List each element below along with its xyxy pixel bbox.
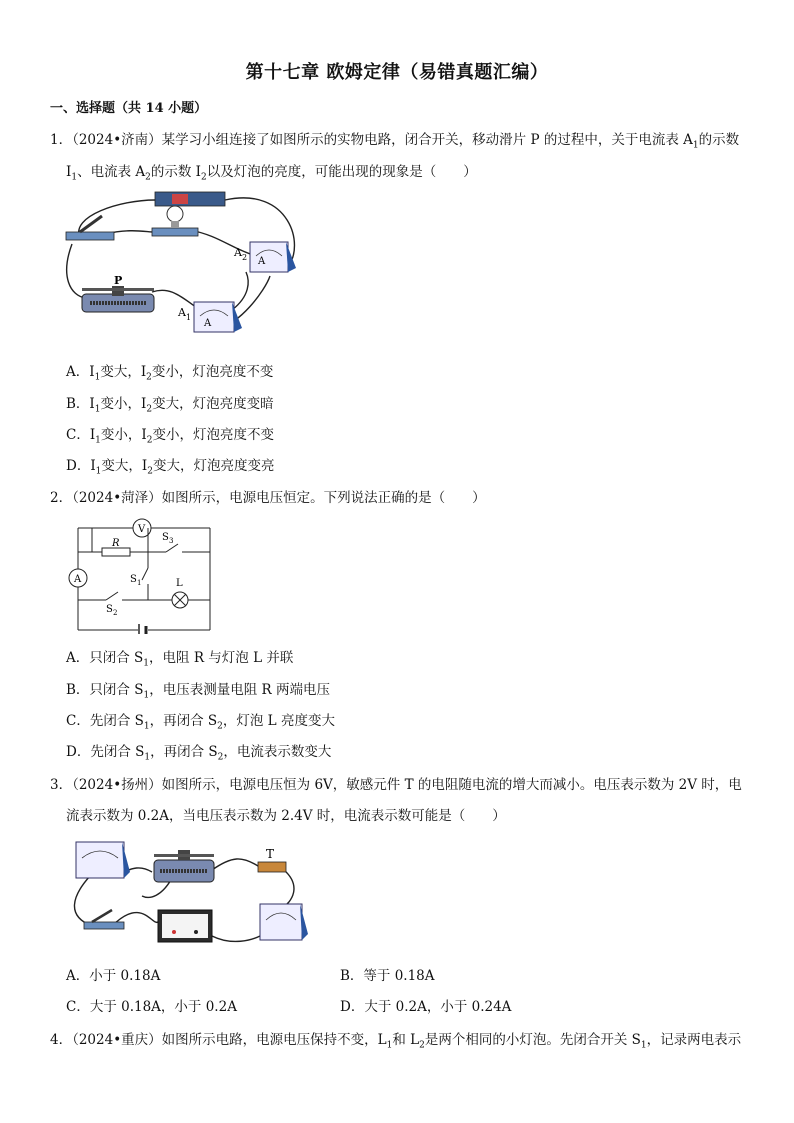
switch <box>84 922 124 929</box>
s3-label-sub: 3 <box>169 537 174 545</box>
q2-option-c[interactable]: C．先闭合 $S_1$，再闭合 $S_2$，灯泡 L 亮度变大 <box>66 713 335 732</box>
ammeter-a2-dial-label: A <box>258 256 266 267</box>
s1-label: S <box>130 574 137 585</box>
ammeter-a2 <box>250 242 288 272</box>
q3-option-d[interactable]: D．大于 0.2A，小于 0.24A <box>340 999 512 1015</box>
s2-label-sub: 2 <box>113 609 118 617</box>
ammeter-label: A <box>74 574 82 585</box>
s2-label: S <box>106 604 113 615</box>
voltmeter-label: V <box>138 524 146 535</box>
q3-option-a[interactable]: A．小于 0.18A <box>66 968 161 984</box>
lamp-label: L <box>176 578 183 589</box>
q3-stem-line1: 3．（2024•扬州）如图所示，电源电压恒为 6V，敏感元件 T 的电阻随电流的增大而减小。电压表示数为 2V 时，电 <box>50 777 742 793</box>
voltmeter-box <box>76 842 124 878</box>
q1-circuit-figure <box>60 186 300 348</box>
q1-stem-line2: $I_1$、电流表 $A_2$的示数 $I_2$以及灯泡的亮度，可能出现的现象是（ ） <box>66 164 477 183</box>
resistor-label: R <box>112 538 120 549</box>
q2-stem: 2．（2024•菏泽）如图所示，电源电压恒定。下列说法正确的是（ ） <box>50 490 486 506</box>
lamp-base <box>152 228 198 236</box>
q3-circuit-figure <box>62 836 312 950</box>
ammeter-a1 <box>194 302 234 332</box>
section-heading: 一、选择题（共 14 小题） <box>50 101 208 116</box>
q1-stem-line1: 1．（2024•济南）某学习小组连接了如图所示的实物电路，闭合开关，移动滑片 P 的过程中，关于电流表 $A_1$的示数 <box>50 132 740 151</box>
a1-label: A <box>178 306 186 319</box>
resistor-r <box>102 548 130 556</box>
q1-option-d[interactable]: D．$I_1$变大，$I_2$变大，灯泡亮度变亮 <box>66 458 275 477</box>
s1-label-sub: 1 <box>137 579 142 587</box>
battery <box>155 192 225 206</box>
q1-option-a[interactable]: A．$I_1$变大，$I_2$变小，灯泡亮度不变 <box>66 364 274 383</box>
lamp-bulb <box>167 206 183 222</box>
ammeter-a1-dial-label: A <box>204 318 212 329</box>
switch <box>66 232 114 240</box>
q3-option-b[interactable]: B．等于 0.18A <box>340 968 435 984</box>
sensor-t <box>258 862 286 872</box>
q2-option-d[interactable]: D．先闭合 $S_1$，再闭合 $S_2$，电流表示数变大 <box>66 744 332 763</box>
sensor-t-label: T <box>266 847 275 861</box>
a2-label-sub: 2 <box>242 253 248 262</box>
q3-option-c[interactable]: C．大于 0.18A，小于 0.2A <box>66 999 237 1015</box>
q1-option-c[interactable]: C．$I_1$变小，$I_2$变小，灯泡亮度不变 <box>66 427 274 446</box>
q3-stem-line2: 流表示数为 0.2A，当电压表示数为 2.4V 时，电流表示数可能是（ ） <box>66 808 506 824</box>
s3-label: S <box>162 532 169 543</box>
slider-p-label: P <box>114 274 123 287</box>
q4-stem-line1: 4．（2024•重庆）如图所示电路，电源电压保持不变，$L_1$和 $L_2$是两个相同的小灯泡。先闭合开关 $S_1$，记录两电表示 <box>50 1032 742 1051</box>
q2-option-b[interactable]: B．只闭合 $S_1$，电压表测量电阻 R 两端电压 <box>66 682 330 701</box>
q1-option-b[interactable]: B．$I_1$变小，$I_2$变大，灯泡亮度变暗 <box>66 396 274 415</box>
page-title: 第十七章 欧姆定律（易错真题汇编） <box>245 62 549 83</box>
ammeter-box <box>260 904 302 940</box>
q2-circuit-diagram <box>62 516 218 634</box>
q2-option-a[interactable]: A．只闭合 $S_1$，电阻 R 与灯泡 L 并联 <box>66 650 294 669</box>
a1-label-sub: 1 <box>186 313 192 322</box>
a2-label: A <box>234 246 242 259</box>
